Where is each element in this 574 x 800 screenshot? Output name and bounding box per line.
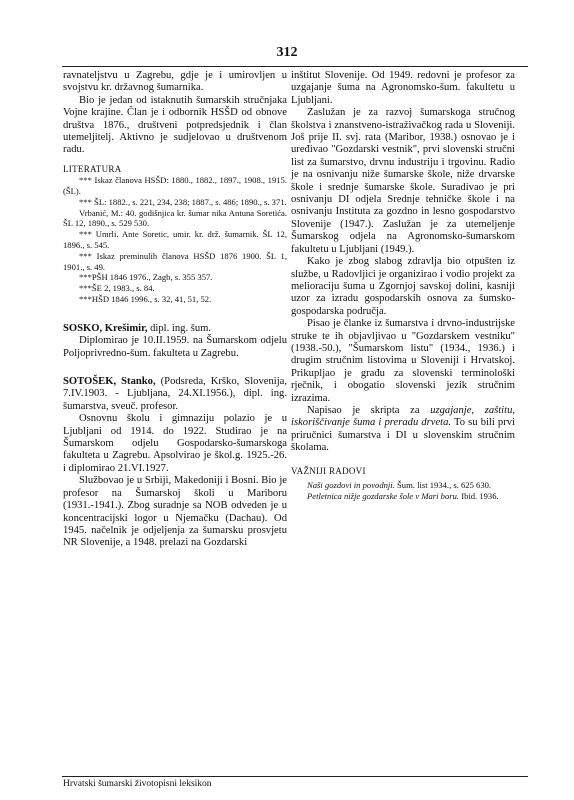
literature-item: *** Iskaz članova HSŠD: 1880., 1882., 1897., 1908., 1915. (ŠL). [63, 175, 287, 197]
entry-name: SOTOŠEK, Stanko, [63, 376, 156, 388]
paragraph: Bio je jedan od istaknutih šumarskih stručnjaka Vojne krajine. Član je i odbornik HSŠD od obnove društva 1876., društveni potpredsjednik i član utemeljitelj. Aktivno je sudjelovao u društvenom radu. [63, 94, 287, 156]
paper-source: Ibid. 1936. [461, 490, 499, 501]
paragraph: Pisao je članke iz šumarstva i drvno-industrijske struke te ih objavljivao u "Gozdarskem vestniku" (1938.-50.), "Šumarskom listu" (1934., 1936.) i drugim stručnim listovima u Sloveniji i Hrvatskoj. Prikupljao je građu za slovenski terminološki rječnik, i obogatio slovenski jezik stručnim izrazima. [291, 318, 515, 404]
top-rule [62, 66, 528, 67]
literature-list [63, 175, 287, 305]
paragraph [291, 405, 515, 455]
literature-item: ***ŠE 2, 1983., s. 84. [79, 283, 155, 294]
literature-item: *** Iskaz preminulih članova HSŠD 1876 1900. ŠL 1, 1901., s. 49. [63, 250, 287, 272]
footer-text: Hrvatski šumarski životopisni leksikon [63, 779, 212, 789]
intro-text: ravnateljstvu u Zagrebu, gdje je i umirovljen u svojstvu kr. državnog šumarnika. [63, 70, 287, 94]
page-number: 312 [276, 45, 298, 60]
entry-name: SOSKO, Krešimir, [63, 322, 148, 334]
text-run: To su bili prvi priručnici šumarstva i DI u slovenskim stručnim školama. [291, 417, 516, 454]
literature-item: ***HŠD 1846 1996., s. 32, 41, 51, 52. [79, 294, 212, 305]
intro-text: inštitut Slovenije. Od 1949. redovni je profesor za uzgajanje šuma na Agronomsko-šum. fakultetu u Ljubljani. [291, 70, 515, 106]
entry-heading-sotosek [63, 376, 287, 413]
text-run: Napisao je skripta za [307, 404, 420, 416]
literature-item: *** ŠL: 1882., s. 221, 234, 238; 1887., s. 486; 1890., s. 371. [79, 196, 287, 207]
paper-item [291, 480, 515, 491]
paper-title: Petletnica nižje gozdarske šole v Mari boru. [307, 490, 460, 501]
right-column [291, 70, 515, 502]
paper-source: Šum. list 1934., s. 625 630. [397, 480, 492, 490]
entry-text: Službovao je u Srbiji, Makedoniji i Bosni. Bio je profesor na Šumarskoj školi u Mariboru (1931.-1941.). Zbog suradnje sa NOB odveden je u koncentracijski logor u Njemačku (Dachau). Od 1945. načelnik je odjeljenja za šumarsku prosvjetu NR Slovenije, a 1948. prelazi na Gozdarski [63, 475, 287, 549]
papers-list [291, 480, 515, 502]
entry-text: Diplomirao je 10.II.1959. na Šumarskom odjelu Poljoprivredno-šum. fakulteta u Zagrebu. [63, 335, 287, 359]
literature-heading: LITERATURA [63, 163, 122, 174]
paragraph: Kako je zbog slabog zdravlja bio otpušten iz službe, u Radovljici je organizirao i vodio projekt za melioraciju šuma u Zgornjoj savskoj dolini, kasniji uzor za izradu gospodarskih osnova za šumsko-gospodarska područja. [291, 256, 515, 317]
literature-item: *** Umrli. Ante Soretic, umir. kr. drž. šumarnik. ŠL 12, 1896., s. 545. [63, 229, 287, 251]
paper-item [291, 491, 515, 502]
paper-title: Naši gozdovi in povodnji. [307, 480, 395, 490]
bottom-rule [62, 776, 528, 777]
literature-item: ***PŠH 1846 1976., Zagb, s. 355 357. [79, 272, 213, 283]
literature-item: Vrbanić, M.: 40. godišnjica kr. šumar nika Antuna Soretića. ŠL 12, 1890., s. 529 530. [63, 207, 287, 229]
papers-heading: VAŽNIJI RADOVI [291, 465, 366, 476]
paragraph: Zaslužan je za razvoj šumarskoga stručnog školstva i znanstveno-istraživačkog rada u Sloveniji. Još prije II. svj. rata (Maribor, 1938.) osnovao je i uređivao "Gozdarski vestnik", prvi slovenski stručni list za šumarstvo, drvnu industriju i trgovinu. Radio je na osnivanju niže šumarske škole, niže drvarske škole i srednje šumarske škole. Suradivao je pri osnivanju DI odjela Srednje tehničke škole i na osnivanju Instituta za gozdno in lesno gospodarstvo Slovenije (1947.). Zaslužan je za utemeljenje Šumarskog odjela na Agronomsko-šumarskom fakultetu u Ljubljani (1949.). [291, 107, 515, 255]
entry-heading-sosko [63, 323, 287, 335]
entry-title: (Podsreda, Krško, Slovenija, 7.IV.1903. - Ljubljana, 24.XI.1956.), dipl. ing. šumarstva, sveuč. profesor. [63, 376, 287, 412]
italic-text-run: uzgajanje, zaštitu, iskoriščivanje šuma i preradu drveta. [291, 404, 516, 429]
left-column [63, 70, 287, 550]
entry-text: Osnovnu školu i gimnaziju polazio je u Ljubljani od 1914. do 1922. Studirao je na Šumarskom odjelu Gospodarsko-šumarskoga fakulteta u Zagrebu. Apsolvirao je škol.g. 1925.-26. i diplomirao 21.VI.1927. [63, 413, 287, 474]
entry-title: dipl. ing. šum. [150, 322, 212, 334]
